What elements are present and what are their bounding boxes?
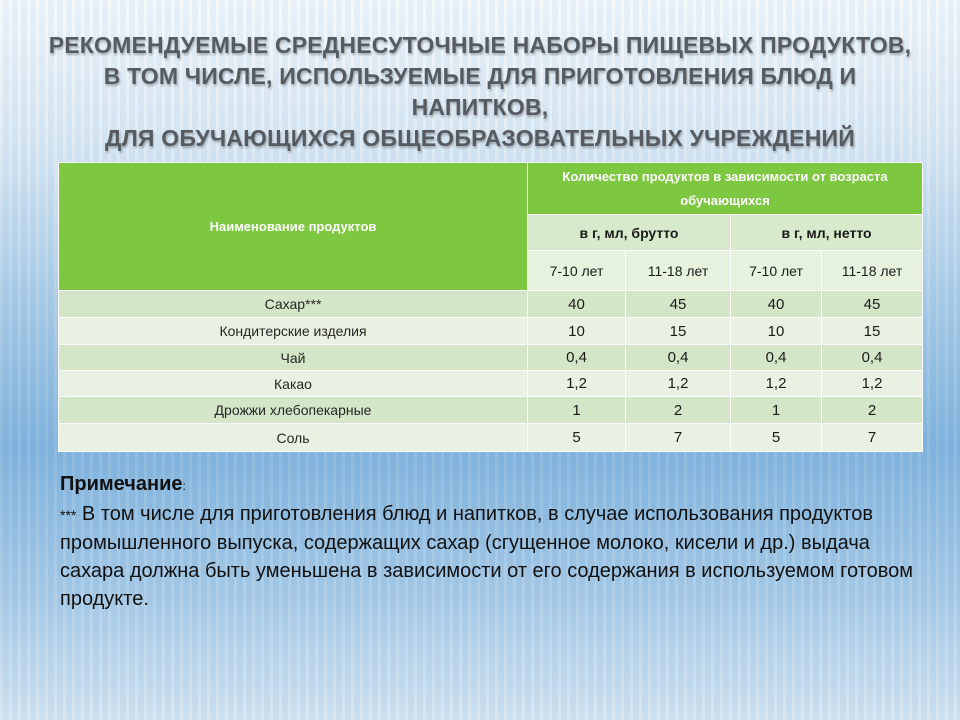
row-value: 45 [822, 291, 923, 318]
header-age-brutto-11-18: 11-18 лет [626, 251, 731, 291]
header-netto: в г, мл, нетто [731, 215, 923, 251]
footnote-body [60, 500, 920, 613]
row-value: 2 [822, 397, 923, 424]
row-value: 1 [731, 397, 822, 424]
row-name: Сахар*** [59, 291, 528, 318]
row-name: Какао [59, 371, 528, 397]
row-value: 10 [528, 318, 626, 345]
footnote-heading [60, 470, 920, 500]
header-age-brutto-7-10: 7-10 лет [528, 251, 626, 291]
row-value: 40 [731, 291, 822, 318]
header-age-netto-7-10: 7-10 лет [731, 251, 822, 291]
products-table [58, 162, 923, 452]
row-value: 5 [528, 424, 626, 452]
footnote-marker: *** [60, 507, 77, 523]
row-value: 1,2 [731, 371, 822, 397]
header-brutto: в г, мл, брутто [528, 215, 731, 251]
row-value: 5 [731, 424, 822, 452]
table-header-row-1 [59, 163, 923, 215]
header-product-name: Наименование продуктов [59, 163, 528, 291]
row-value: 0,4 [731, 345, 822, 371]
slide-title [40, 30, 920, 154]
footnote-text: В том числе для приготовления блюд и напитков, в случае использования продуктов промышленного выпуска, содержащих сахар (сгущенное молоко, кисели и др.) выдача сахара должна быть уменьшена в зависимости от его содержания в используемом готовом продукте. [60, 503, 913, 610]
table-row [59, 371, 923, 397]
row-name: Соль [59, 424, 528, 452]
row-value: 1 [528, 397, 626, 424]
row-value: 1,2 [626, 371, 731, 397]
row-value: 0,4 [822, 345, 923, 371]
header-age-netto-11-18: 11-18 лет [822, 251, 923, 291]
footnote-colon: : [182, 479, 186, 493]
table-row [59, 345, 923, 371]
row-value: 15 [626, 318, 731, 345]
table-row [59, 424, 923, 452]
row-name: Дрожжи хлебопекарные [59, 397, 528, 424]
header-quantity: Количество продуктов в зависимости от возраста обучающихся [528, 163, 923, 215]
footnote [60, 470, 920, 613]
row-name: Кондитерские изделия [59, 318, 528, 345]
row-value: 1,2 [822, 371, 923, 397]
row-value: 15 [822, 318, 923, 345]
row-value: 0,4 [626, 345, 731, 371]
title-line-1: РЕКОМЕНДУЕМЫЕ СРЕДНЕСУТОЧНЫЕ НАБОРЫ ПИЩЕВЫХ ПРОДУКТОВ, [48, 32, 912, 58]
row-name: Чай [59, 345, 528, 371]
title-line-3: ДЛЯ ОБУЧАЮЩИХСЯ ОБЩЕОБРАЗОВАТЕЛЬНЫХ УЧРЕЖДЕНИЙ [105, 125, 855, 151]
row-value: 7 [626, 424, 731, 452]
row-value: 45 [626, 291, 731, 318]
table-row [59, 291, 923, 318]
table-row [59, 397, 923, 424]
row-value: 0,4 [528, 345, 626, 371]
footnote-title: Примечание [60, 473, 183, 495]
title-line-2: В ТОМ ЧИСЛЕ, ИСПОЛЬЗУЕМЫЕ ДЛЯ ПРИГОТОВЛЕНИЯ БЛЮД И НАПИТКОВ, [103, 63, 857, 120]
row-value: 10 [731, 318, 822, 345]
row-value: 7 [822, 424, 923, 452]
row-value: 2 [626, 397, 731, 424]
row-value: 1,2 [528, 371, 626, 397]
table-row [59, 318, 923, 345]
row-value: 40 [528, 291, 626, 318]
